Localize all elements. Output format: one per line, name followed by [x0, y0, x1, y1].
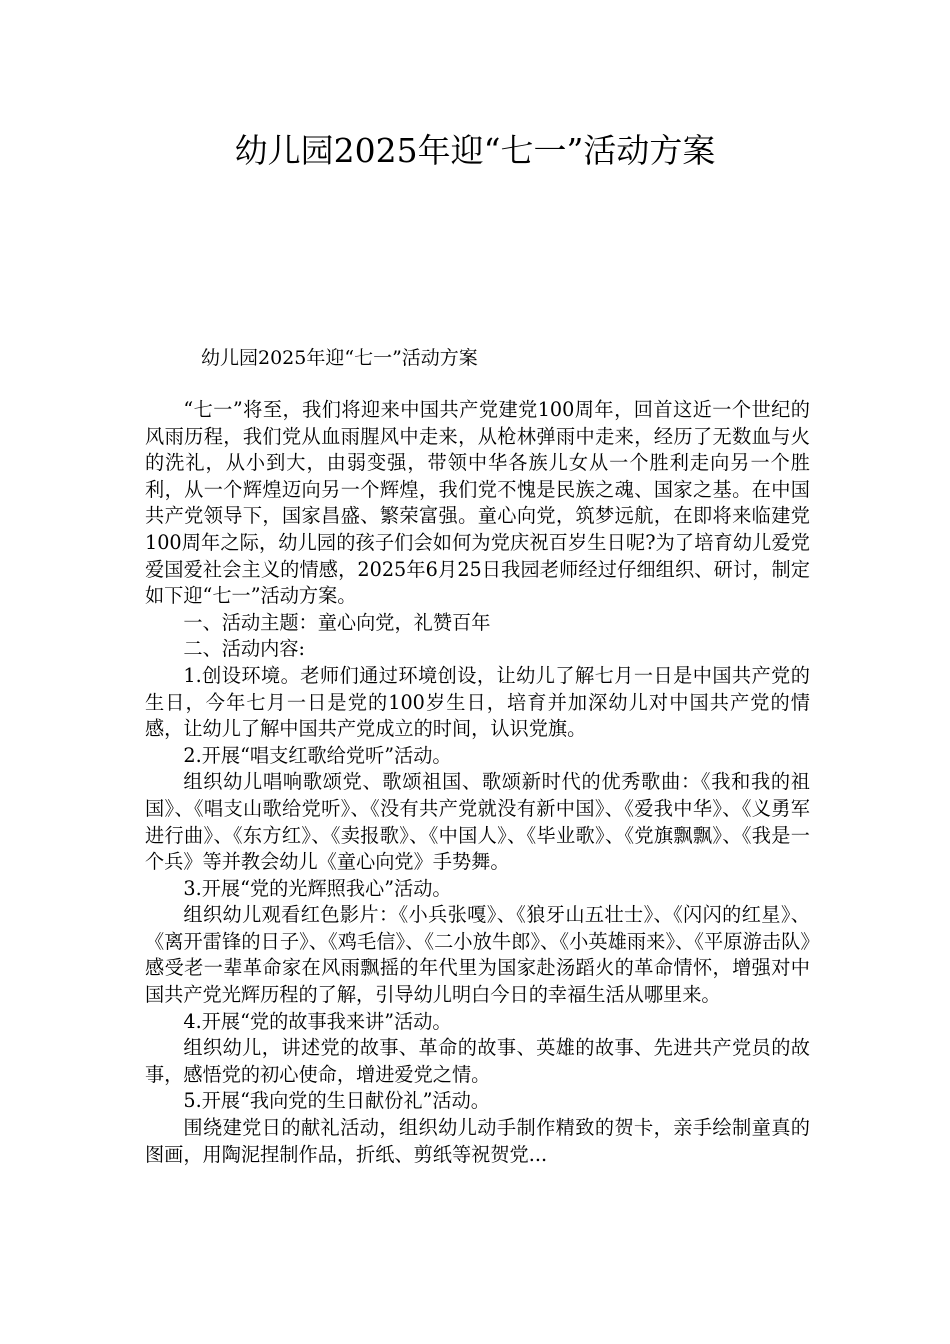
document-body: [145, 397, 810, 1168]
paragraph-item-5-heading: 5.开展“我向党的生日献份礼”活动。: [183, 1089, 490, 1113]
paragraph-item-2-body: 组织幼儿唱响歌颂党、歌颂祖国、歌颂新时代的优秀歌曲：《我和我的祖国》、《唱支山歌给党听》、《没有共产党就没有新中国》、《爱我中华》、《义勇军进行曲》、《东方红》、《卖报歌》、《中国人》、《毕业歌》、《党旗飘飘》、《我是一个兵》等并教会幼儿《童心向党》手势舞。: [145, 770, 810, 874]
paragraph-item-3-heading: 3.开展“党的光辉照我心”活动。: [183, 876, 452, 900]
paragraph-item-3-body: 组织幼儿观看红色影片：《小兵张嘎》、《狼牙山五壮士》、《闪闪的红星》、《离开雷锋的日子》、《鸡毛信》、《二小放牛郎》、《小英雄雨来》、《平原游击队》感受老一辈革命家在风雨飘摇的年代里为国家赴汤蹈火的革命情怀，增强对中国共产党光辉历程的了解，引导幼儿明白今日的幸福生活从哪里来。: [145, 903, 810, 1007]
paragraph-item-4-body: 组织幼儿，讲述党的故事、革命的故事、英雄的故事、先进共产党员的故事，感悟党的初心使命，增进爱党之情。: [145, 1036, 810, 1086]
paragraph-intro: “七一”将至，我们将迎来中国共产党建党100周年，回首这近一个世纪的风雨历程，我们党从血雨腥风中走来，从枪林弹雨中走来，经历了无数血与火的洗礼，从小到大，由弱变强，带领中华各族儿女从一个胜利走向另一个胜利，从一个辉煌迈向另一个辉煌，我们党不愧是民族之魂、国家之基。在中国共产党领导下，国家昌盛、繁荣富强。童心向党，筑梦远航，在即将来临建党100周年之际，幼儿园的孩子们会如何为党庆祝百岁生日呢?为了培育幼儿爱党爱国爱社会主义的情感，2025年6月25日我园老师经过仔细组织、研讨，制定如下迎“七一”活动方案。: [145, 398, 810, 608]
page-title: 幼儿园2025年迎“七一”活动方案: [234, 131, 716, 170]
paragraph-item-1: 1.创设环境。老师们通过环境创设，让幼儿了解七月一日是中国共产党的生日，今年七月一日是党的100岁生日，培育并加深幼儿对中国共产党的情感，让幼儿了解中国共产党成立的时间，认识党旗。: [145, 663, 810, 741]
paragraph-item-4-heading: 4.开展“党的故事我来讲”活动。: [183, 1009, 452, 1033]
paragraph-item-5-body: 围绕建党日的献礼活动，组织幼儿动手制作精致的贺卡，亲手绘制童真的图画，用陶泥捏制作品，折纸、剪纸等祝贺党...: [145, 1116, 810, 1166]
paragraph-theme: 一、活动主题：童心向党，礼赞百年: [183, 610, 491, 634]
paragraph-item-2-heading: 2.开展“唱支红歌给党听”活动。: [183, 743, 452, 767]
document-subtitle: 幼儿园2025年迎“七一”活动方案: [201, 347, 478, 369]
paragraph-content-heading: 二、活动内容:: [183, 637, 305, 661]
